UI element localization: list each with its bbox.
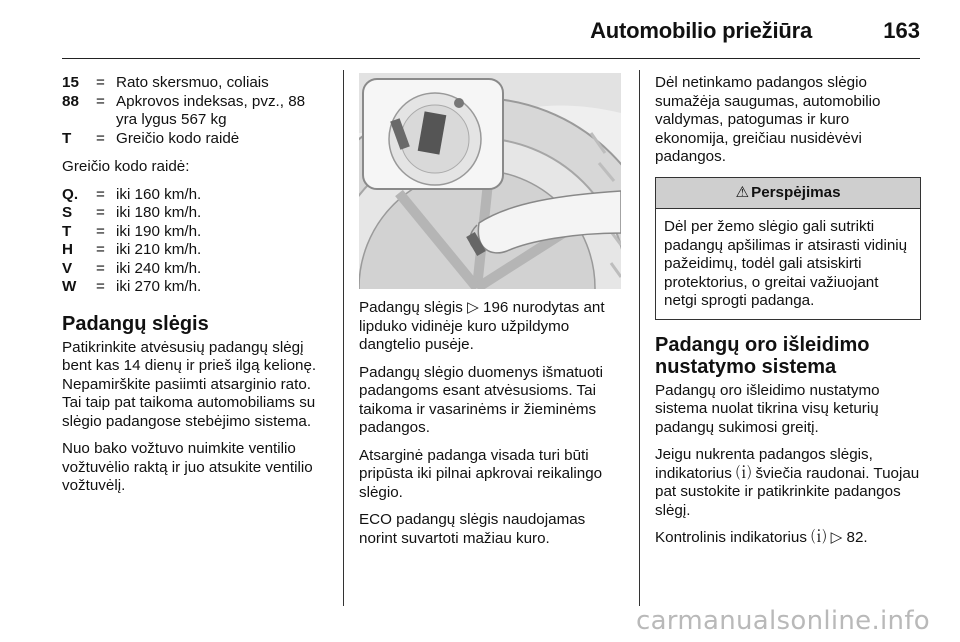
definition-value: iki 210 km/h.	[116, 241, 202, 258]
definition-key: 15	[62, 74, 79, 91]
definition-row	[62, 74, 328, 93]
column-2	[359, 73, 623, 557]
paragraph-control-indicator: Kontrolinis indikatorius ⒤ ▷ 82.	[655, 529, 868, 546]
tire-valve-illustration	[359, 73, 621, 289]
paragraph-indicator-red: Jeigu nukrenta padangos slėgis, indikatorius ⒤ šviečia raudonai. Tuojau pat sustokite ir patikrinkite padangos slėgį.	[655, 446, 920, 519]
definition-equals: =	[96, 278, 105, 295]
definition-row	[62, 204, 328, 223]
column-divider-1	[343, 70, 344, 606]
paragraph-valve-key: Nuo bako vožtuvo nuimkite ventilio vožtuvėlio raktą ir juo atsukite ventilio vožtuvėlį.	[62, 440, 313, 494]
definition-equals: =	[96, 129, 105, 147]
column-1	[62, 74, 328, 505]
definition-row	[62, 130, 328, 149]
definition-key: T	[62, 129, 72, 147]
section-heading-tire-pressure: Padangų slėgis	[62, 312, 209, 335]
definition-equals: =	[96, 259, 105, 277]
speed-code-intro: Greičio kodo raidė:	[62, 158, 190, 175]
paragraph-eco-pressure: ECO padangų slėgis naudojamas norint suvartoti mažiau kuro.	[359, 511, 586, 547]
page-number: 163	[883, 18, 920, 43]
tire-pressure-icon: ⒤	[811, 529, 827, 546]
definition-equals: =	[96, 204, 105, 221]
page-title: Automobilio priežiūra	[590, 18, 812, 43]
page-header	[62, 14, 920, 48]
definition-value: iki 240 km/h.	[116, 259, 202, 277]
definition-row	[62, 186, 328, 205]
paragraph-system-description: Padangų oro išleidimo nustatymo sistema nuolat tikrina visų keturių padangų sukimosi greitį.	[655, 381, 880, 436]
definition-value: Apkrovos indeksas, pvz., 88 yra lygus 567 kg	[116, 92, 306, 128]
paragraph-incorrect-pressure: Dėl netinkamo padangos slėgio sumažėja saugumas, automobilio valdymas, patogumas ir kuro ekonomija, greičiau nusidėvėvi padangos.	[655, 74, 881, 165]
tire-code-definitions	[62, 74, 328, 148]
header-rule	[62, 58, 920, 59]
paragraph-cold-tires: Padangų slėgio duomenys išmatuoti padangoms esant atvėsusioms. Tai taikoma ir vasarinėms ir žieminėms padangos.	[359, 363, 603, 436]
column-divider-2	[639, 70, 640, 606]
definition-key: V	[62, 259, 73, 277]
definition-value: iki 190 km/h.	[116, 222, 202, 240]
definition-row	[62, 93, 328, 130]
definition-key: H	[62, 241, 73, 258]
definition-equals: =	[96, 185, 105, 203]
paragraph-check-pressure: Patikrinkite atvėsusių padangų slėgį bent kas 14 dienų ir prieš ilgą kelionę. Nepamirškite pasiimti atsarginio rato. Tai taip pat taikoma automobiliams su slėgio padangose stebėjimo sistema.	[62, 338, 317, 430]
definition-row	[62, 241, 328, 260]
column-3	[655, 74, 921, 557]
paragraph-pressure-label: Padangų slėgis ▷ 196 nurodytas ant lipduko vidinėje kuro užpildymo dangtelio pusėje.	[359, 299, 605, 353]
warning-title: Perspėjimas	[751, 183, 841, 201]
section-heading-deflation-detection: Padangų oro išleidimo nustatymo sistema	[655, 333, 870, 378]
definition-key: Q.	[62, 185, 79, 203]
definition-equals: =	[96, 92, 105, 110]
tire-pressure-icon: ⒤	[736, 464, 752, 482]
definition-value: Rato skersmuo, coliais	[116, 74, 269, 91]
paragraph-spare-tire: Atsarginė padanga visada turi būti pripūsta iki pilnai apkrovai reikalingo slėgio.	[359, 446, 603, 501]
definition-value: iki 180 km/h.	[116, 204, 202, 221]
definition-row	[62, 223, 328, 242]
definition-value: Greičio kodo raidė	[116, 129, 240, 147]
warning-triangle-icon: ⚠	[735, 183, 750, 201]
definition-key: 88	[62, 92, 79, 110]
arrow-right-icon: ▷	[467, 299, 479, 316]
definition-equals: =	[96, 241, 105, 258]
definition-key: T	[62, 222, 72, 240]
definition-value: iki 160 km/h.	[116, 185, 202, 203]
arrow-right-icon: ▷	[830, 529, 843, 546]
definition-key: S	[62, 204, 73, 221]
watermark: carmanualsonline.info	[635, 606, 930, 636]
cross-reference-82[interactable]: 82.	[846, 529, 868, 546]
speed-code-definitions	[62, 186, 328, 297]
definition-equals: =	[96, 222, 105, 240]
cross-reference-196[interactable]: 196	[483, 299, 509, 316]
warning-body: Dėl per žemo slėgio gali sutrikti padangų apšilimas ir atsirasti vidinių pažeidimų, todėl gali atsiskirti protektorius, o greitai važiuojant netgi sprogti padanga.	[664, 218, 908, 309]
definition-key: W	[62, 278, 77, 295]
definition-row	[62, 278, 328, 297]
tire-valve-drawing	[359, 73, 621, 289]
warning-header	[656, 178, 920, 210]
definition-equals: =	[96, 74, 105, 91]
definition-value: iki 270 km/h.	[116, 278, 202, 295]
definition-row	[62, 260, 328, 279]
warning-box	[655, 177, 921, 320]
